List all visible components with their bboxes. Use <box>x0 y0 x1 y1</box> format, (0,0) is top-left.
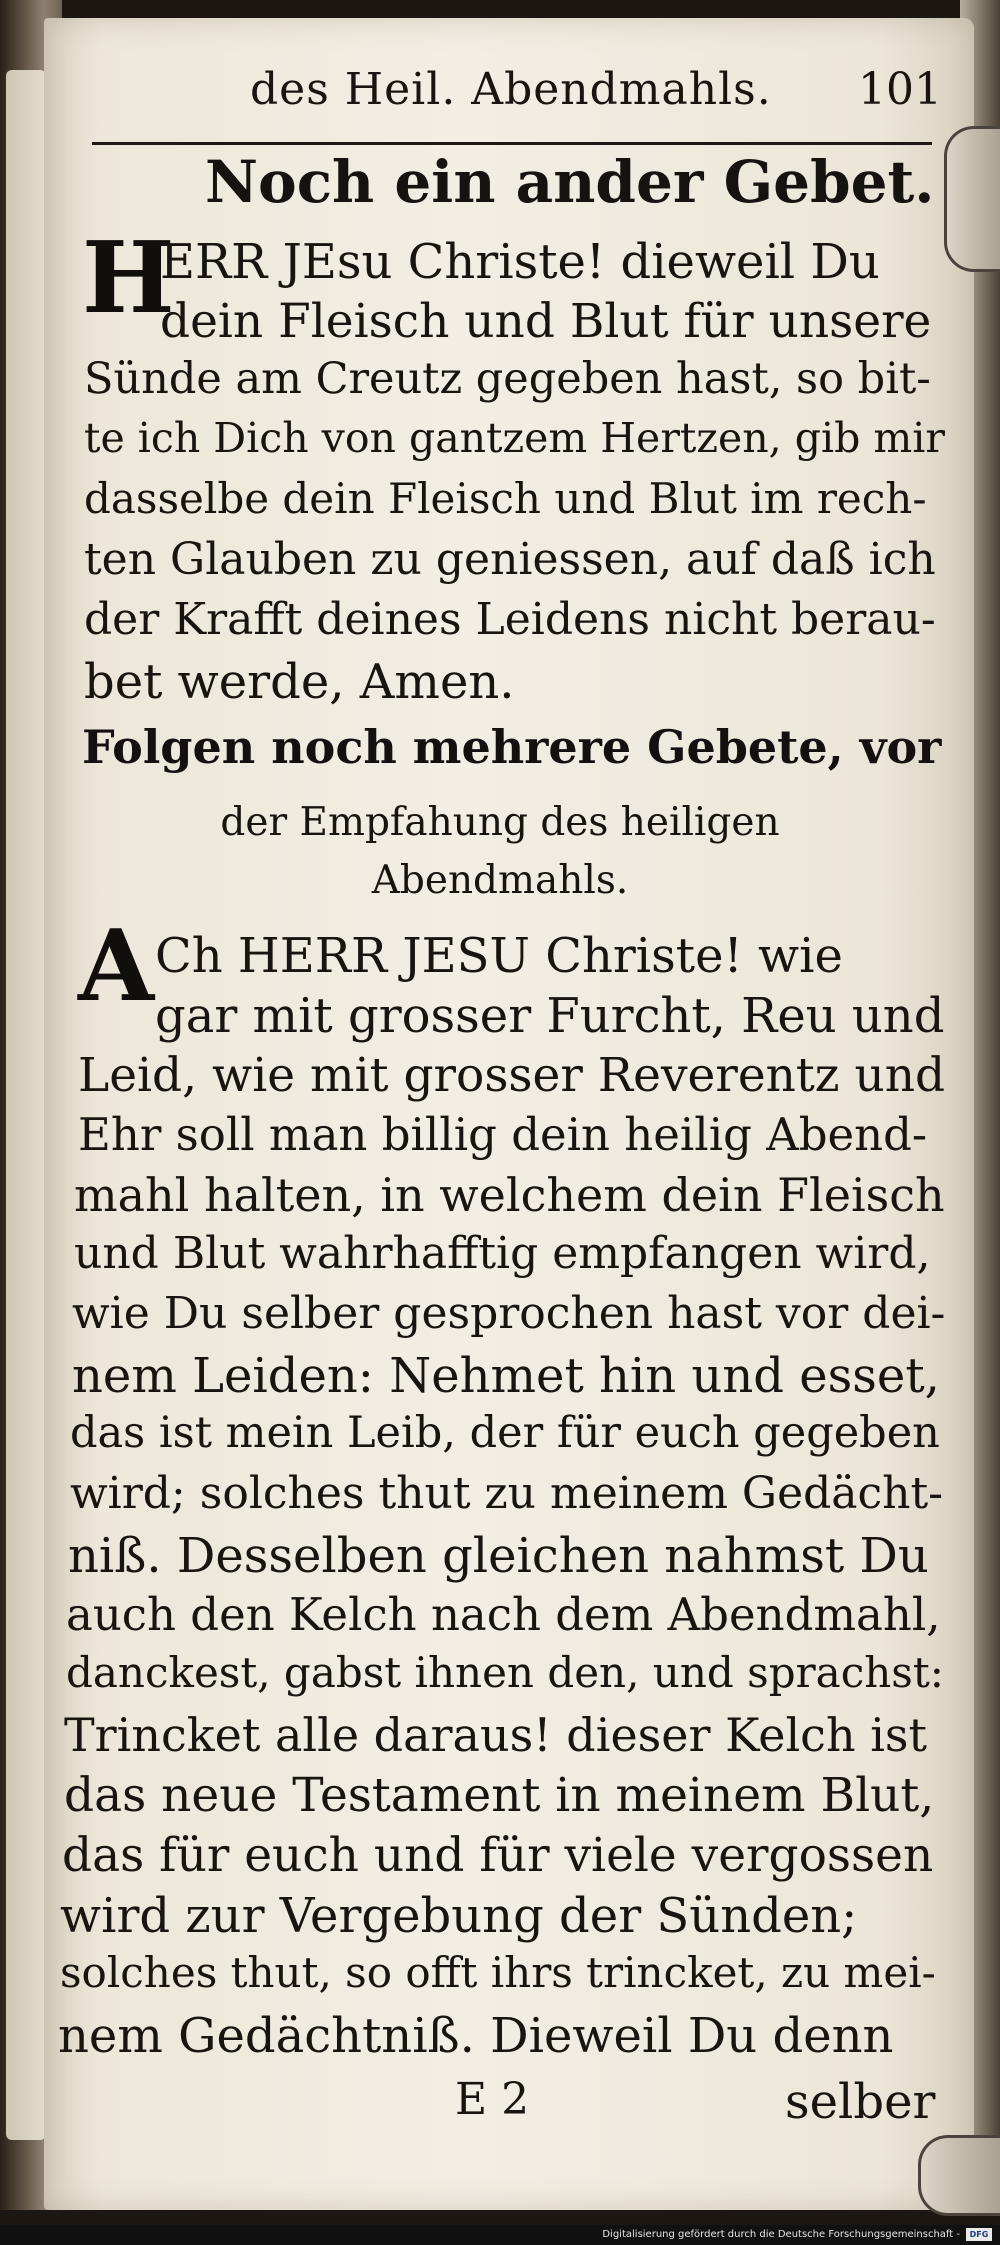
section-subtitle: der Empfahung des heiligen <box>220 800 780 845</box>
text-line: wird; solches thut zu meinem Gedächt- <box>70 1468 944 1519</box>
section-title-2: Folgen noch mehrere Gebete, vor <box>82 720 942 774</box>
text-line: mahl halten, in welchem dein Fleisch <box>74 1168 945 1222</box>
dfg-logo: DFG <box>966 2228 992 2241</box>
text-line: gar mit grosser Furcht, Reu und <box>155 988 945 1044</box>
text-line: bet werde, Amen. <box>84 654 515 710</box>
text-line: das für euch und für viele vergossen <box>62 1828 934 1883</box>
text-line: das neue Testament in meinem Blut, <box>64 1768 935 1823</box>
text-line: ERR JEsu Christe! dieweil Du <box>160 234 880 290</box>
catchword: selber <box>785 2074 936 2130</box>
text-line: Leid, wie mit grosser Reverentz und <box>78 1048 946 1103</box>
page-number: 101 <box>858 64 942 115</box>
text-line: das ist mein Leib, der für euch gegeben <box>70 1408 940 1458</box>
text-line: Ehr soll man billig dein heilig Abend- <box>78 1108 928 1161</box>
header-rule <box>92 142 932 145</box>
text-line: nem Gedächtniß. Dieweil Du denn <box>58 2008 894 2064</box>
text-line: Trincket alle daraus! dieser Kelch ist <box>64 1708 927 1762</box>
drop-cap-2: A <box>78 909 155 1024</box>
text-line: wie Du selber gesprochen hast vor dei- <box>72 1288 946 1339</box>
digitization-credit: Digitalisierung gefördert durch die Deutsche Forschungsgemeinschaft - <box>602 2229 960 2240</box>
text-line: te ich Dich von gantzem Hertzen, gib mir <box>84 414 945 462</box>
text-line: ten Glauben zu geniessen, auf daß ich <box>84 534 936 585</box>
text-line: wird zur Vergebung der Sünden; <box>60 1888 858 1944</box>
signature-mark: E 2 <box>455 2074 530 2125</box>
text-line: Sünde am Creutz gegeben hast, so bit- <box>84 354 931 404</box>
text-line: niß. Desselben gleichen nahmst Du <box>68 1528 929 1584</box>
running-head: des Heil. Abendmahls. <box>250 64 772 115</box>
text-line: und Blut wahrhafftig empfangen wird, <box>74 1228 931 1279</box>
section-subtitle: Abendmahls. <box>371 858 629 903</box>
book-clip-bottom <box>918 2135 1000 2216</box>
text-line: danckest, gabst ihnen den, und sprachst: <box>66 1648 944 1697</box>
text-line: Ch HERR JESU Christe! wie <box>155 928 843 984</box>
book-clip-top <box>944 126 1000 272</box>
text-line: auch den Kelch nach dem Abendmahl, <box>66 1588 941 1641</box>
text-line: solches thut, so offt ihrs trincket, zu mei- <box>60 1948 936 1997</box>
text-line: dein Fleisch und Blut für unsere <box>160 294 932 349</box>
text-line: nem Leiden: Nehmet hin und esset, <box>72 1348 940 1404</box>
text-line: der Krafft deines Leidens nicht berau- <box>84 594 936 645</box>
facing-page-strip <box>6 70 46 2140</box>
drop-cap-1: H <box>82 221 175 336</box>
text-line: dasselbe dein Fleisch und Blut im rech- <box>84 474 927 523</box>
page-header <box>90 58 942 128</box>
section-title-1: Noch ein ander Gebet. <box>205 148 935 216</box>
